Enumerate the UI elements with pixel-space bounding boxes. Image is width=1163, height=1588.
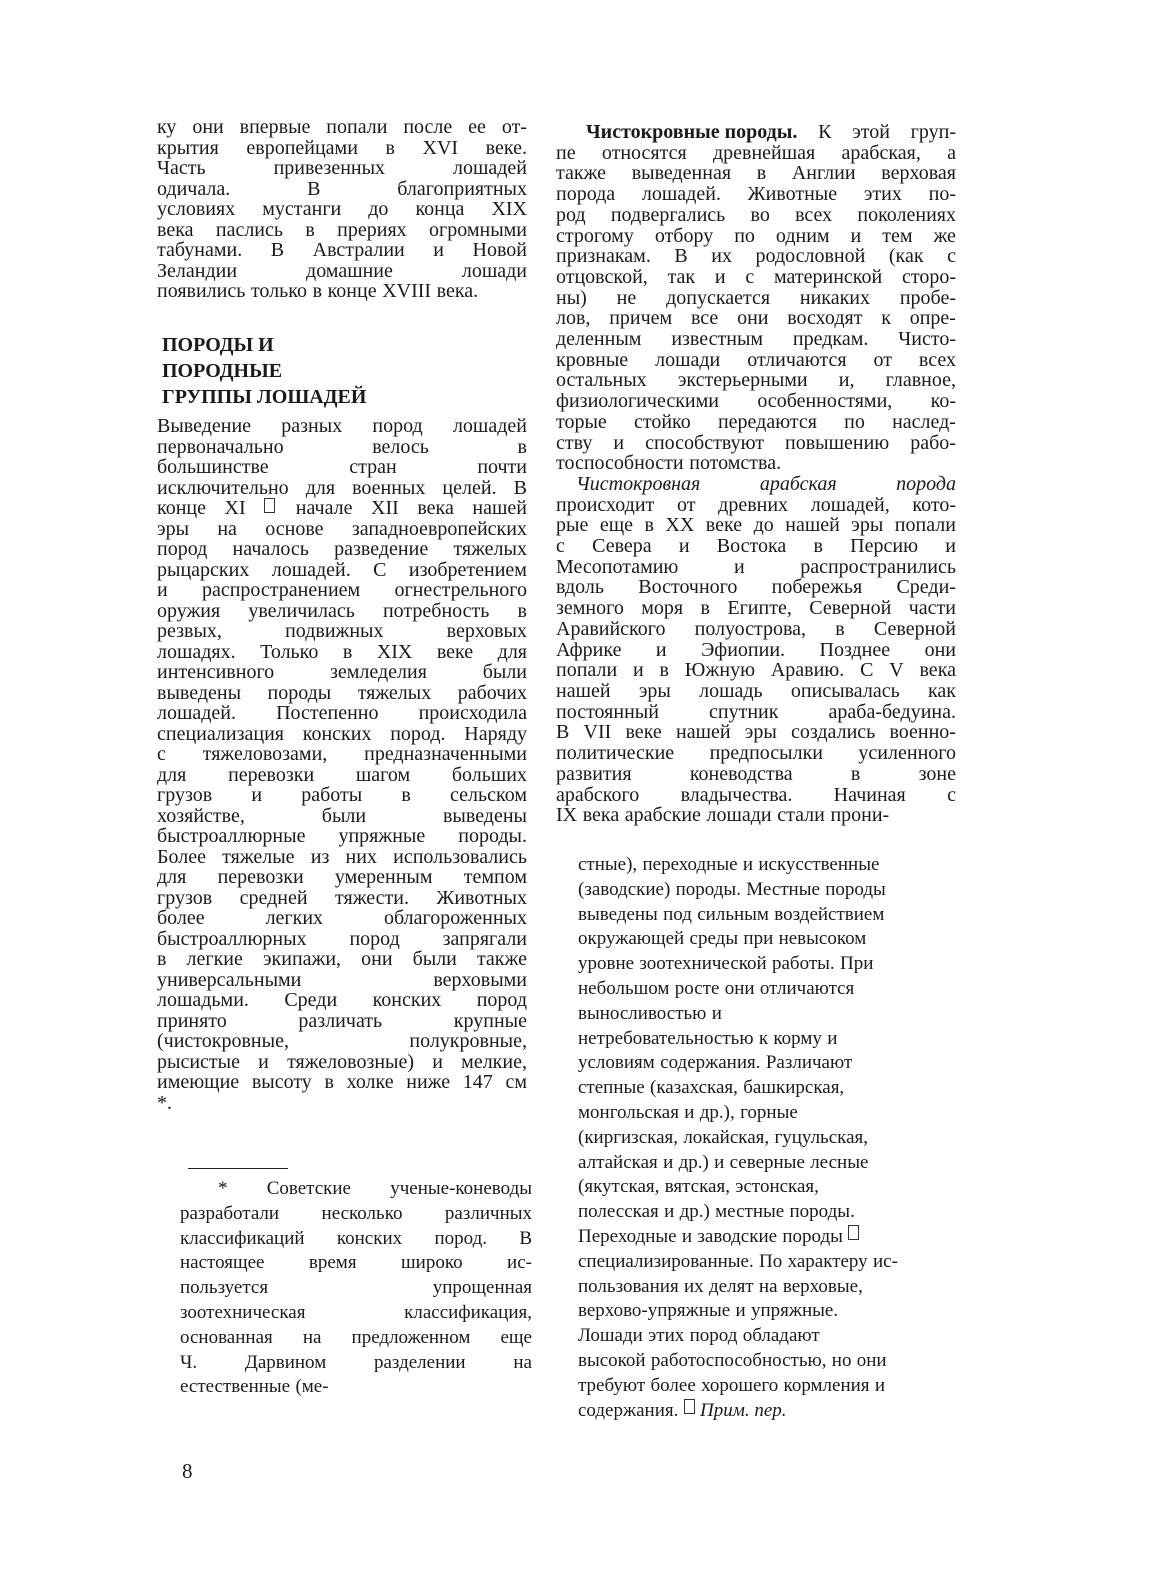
text-line: естественные (ме- [180, 1376, 329, 1398]
text-line: рысистые и тяжеловозные) и мелкие, [157, 1050, 527, 1073]
text-line: условиям содержания. Различают [578, 1052, 853, 1074]
text-line: для перевозки шагом больших [157, 763, 527, 786]
page-number: 8 [182, 1459, 193, 1483]
text-line: В VII веке нашей эры создались военно- [556, 721, 956, 744]
text-line: Ч. Дарвином разделении на [180, 1351, 532, 1373]
text-line: рыцарских лошадей. С изобретением [157, 558, 527, 581]
text-line: быстроаллюрных пород запрягали [157, 927, 527, 950]
text-line: лошадьми. Среди конских пород [157, 989, 527, 1011]
text-line: физиологическими особенностями, ко- [556, 390, 956, 413]
text-line: специализация конских пород. Наряду [157, 722, 527, 745]
text-line: политические предпосылки усиленного [556, 742, 956, 765]
text-line: рые еще в XX веке до нашей эры попали [556, 514, 956, 537]
text-line: требуют более хорошего кормления и [578, 1374, 886, 1396]
text-line: полесская и др.) местные породы. [578, 1201, 855, 1223]
text-line: IX века арабские лошади стали прони- [556, 804, 890, 827]
text-line: кровные лошади отличаются от всех [556, 348, 956, 371]
text-line: отцовской, так и с материнской сторо- [556, 265, 956, 288]
text-line: пород началось разведение тяжелых [157, 538, 527, 560]
text-line: постоянный спутник араба-бедуина. [556, 700, 956, 723]
footnote-text [180, 1177, 532, 1400]
text-line: интенсивного земледелия были [157, 661, 527, 683]
missing-glyph-icon [848, 1225, 859, 1240]
text-line: Африке и Эфиопии. Позднее они [556, 638, 956, 661]
text-line: оружия увеличилась потребность в [157, 599, 527, 622]
text-line: Аравийского полуострова, в Северной [556, 617, 956, 640]
right-column-bottom-text [578, 853, 956, 1423]
footnote-separator [188, 1168, 288, 1169]
text-line: с Севера и Востока в Персию и [556, 535, 956, 558]
right-column-top-text [556, 122, 956, 826]
text-line: выведены породы тяжелых рабочих [157, 681, 527, 704]
text-line: (якутская, вятская, эстонская, [578, 1176, 819, 1198]
text-line: более легких облагороженных [157, 907, 527, 929]
text-line: (заводские) породы. Местные породы [578, 878, 886, 900]
text-line: нетребовательностью к корму и [578, 1027, 838, 1049]
text-line: большинстве стран почти [157, 456, 527, 478]
text-line: одичала. В благоприятных [157, 177, 527, 200]
text-line: (чистокровные, полукровные, [157, 1030, 527, 1052]
text-line: выносливостью и [578, 1002, 722, 1024]
text-line: попали и в Южную Аравию. С V века [556, 659, 956, 682]
text-line: исключительно для военных целей. В [157, 476, 527, 499]
heading-line: ГРУППЫ ЛОШАДЕЙ [162, 386, 367, 408]
section-heading [162, 332, 366, 410]
text-line: ству и способствуют повышению рабо- [556, 431, 956, 454]
text-line: Зеландии домашние лошади [157, 259, 527, 282]
left-column-top-text [157, 117, 527, 302]
text-line: развития коневодства в зоне [556, 762, 956, 785]
text-line: нашей эры лошадь описывалась как [556, 679, 956, 702]
text-line: * Советские ученые-коневоды [218, 1178, 532, 1199]
text-line: Лошади этих пород обладают [578, 1325, 820, 1347]
text-line: торые стойко передаются по наслед- [556, 410, 956, 433]
text-line: ку они впервые попали после ее от- [157, 116, 527, 138]
text-line: специализированные. По характеру ис- [578, 1250, 898, 1272]
text-line: основанная на предложенном еще [180, 1326, 532, 1348]
text-line: род подвергались во всех поколениях [556, 203, 956, 226]
text-line: хозяйстве, были выведены [157, 804, 527, 827]
text-line: универсальными верховыми [157, 968, 527, 991]
text-line: монгольская и др.), горные [578, 1101, 798, 1123]
text-line: ны) не допускается никаких пробе- [556, 286, 956, 309]
text-line: классификаций конских пород. В [180, 1227, 532, 1249]
text-line: эры на основе западноевропейских [157, 517, 527, 540]
text-line: стные), переходные и искусственные [578, 854, 880, 875]
text-line: зоотехническая классификация, [180, 1301, 532, 1323]
text-line: Месопотамию и распространились [556, 555, 956, 578]
left-column-main-text [157, 416, 527, 1113]
text-line: тоспособности потомства. [556, 452, 782, 475]
text-line: имеющие высоту в холке ниже 147 см [157, 1071, 527, 1093]
text-line: разработали несколько различных [180, 1202, 532, 1224]
text-line: окружающей среды при невысоком [578, 928, 867, 950]
text-line: лов, причем все они восходят к опре- [556, 307, 956, 330]
text-line: Более тяжелые из них использовались [157, 845, 527, 868]
text-line: верхово-упряжные и упряжные. [578, 1300, 839, 1322]
text-line: Чистокровная арабская порода [576, 472, 956, 495]
text-line: пе относятся древнейшая арабская, а [556, 141, 956, 164]
text-line: небольшом росте они отличаются [578, 977, 855, 999]
text-line: пользования их делят на верховые, [578, 1275, 863, 1297]
text-line: содержания. Прим. пер. [578, 1399, 956, 1424]
text-line: уровне зоотехнической работы. При [578, 953, 874, 975]
missing-glyph-icon [684, 1399, 695, 1414]
text-line: лошадях. Только в XIX веке для [157, 640, 527, 663]
text-line: порода лошадей. Животные этих по- [556, 183, 956, 206]
text-line: Часть привезенных лошадей [157, 157, 527, 179]
text-line: также выведенная в Англии верховая [556, 162, 956, 185]
missing-glyph-icon [264, 498, 275, 513]
text-line: алтайская и др.) и северные лесные [578, 1151, 869, 1173]
text-line: деленным известным предкам. Чисто- [556, 328, 956, 351]
text-line: выведены под сильным воздействием [578, 903, 885, 925]
translator-note-label: Прим. пер. [700, 1399, 787, 1421]
text-line: резвых, подвижных верховых [157, 620, 527, 642]
text-line: признакам. В их родословной (как с [556, 245, 956, 268]
text-line: пользуется упрощенная [180, 1277, 532, 1299]
text-line: степные (казахская, башкирская, [578, 1077, 845, 1099]
text-line: и распространением огнестрельного [157, 579, 527, 601]
text-line: арабского владычества. Начиная с [556, 783, 956, 806]
text-line: грузов и работы в сельском [157, 784, 527, 806]
text-line: вдоль Восточного побережья Среди- [556, 576, 956, 599]
text-line: Чистокровные породы. К этой груп- [586, 121, 956, 143]
text-line: остальных экстерьерными и, главное, [556, 369, 956, 392]
text-line: крытия европейцами в XVI веке. [157, 136, 527, 159]
text-line: Переходные и заводские породы [578, 1225, 956, 1250]
text-line: условиях мустанги до конца XIX [157, 198, 527, 220]
text-line: земного моря в Египте, Северной части [556, 597, 956, 620]
text-line: табунами. В Австралии и Новой [157, 239, 527, 261]
text-line: строгому отбору по одним и тем же [556, 224, 956, 247]
text-line: быстроаллюрные упряжные породы. [157, 825, 527, 847]
text-line: в легкие экипажи, они были также [157, 948, 527, 970]
text-line: грузов средней тяжести. Животных [157, 886, 527, 909]
text-line: *. [157, 1091, 172, 1114]
text-line: века паслись в прериях огромными [157, 218, 527, 241]
text-line: с тяжеловозами, предназначенными [157, 743, 527, 765]
text-line: конце XI начале XII века нашей [157, 497, 527, 519]
heading-line: ПОРОДНЫЕ [162, 360, 283, 382]
text-line: высокой работоспособностью, но они [578, 1349, 887, 1371]
heading-line: ПОРОДЫ И [162, 334, 274, 356]
text-line: (киргизская, локайская, гуцульская, [578, 1126, 869, 1148]
text-line: появились только в конце XVIII века. [157, 280, 479, 302]
text-line: настоящее время широко ис- [180, 1252, 532, 1274]
text-line: первоначально велось в [157, 435, 527, 458]
text-line: для перевозки умеренным темпом [157, 866, 527, 888]
text-line: принято различать крупные [157, 1009, 527, 1032]
text-line: происходит от древних лошадей, кото- [556, 493, 956, 516]
text-line: Выведение разных пород лошадей [157, 415, 527, 437]
text-line: лошадей. Постепенно происходила [157, 702, 527, 724]
